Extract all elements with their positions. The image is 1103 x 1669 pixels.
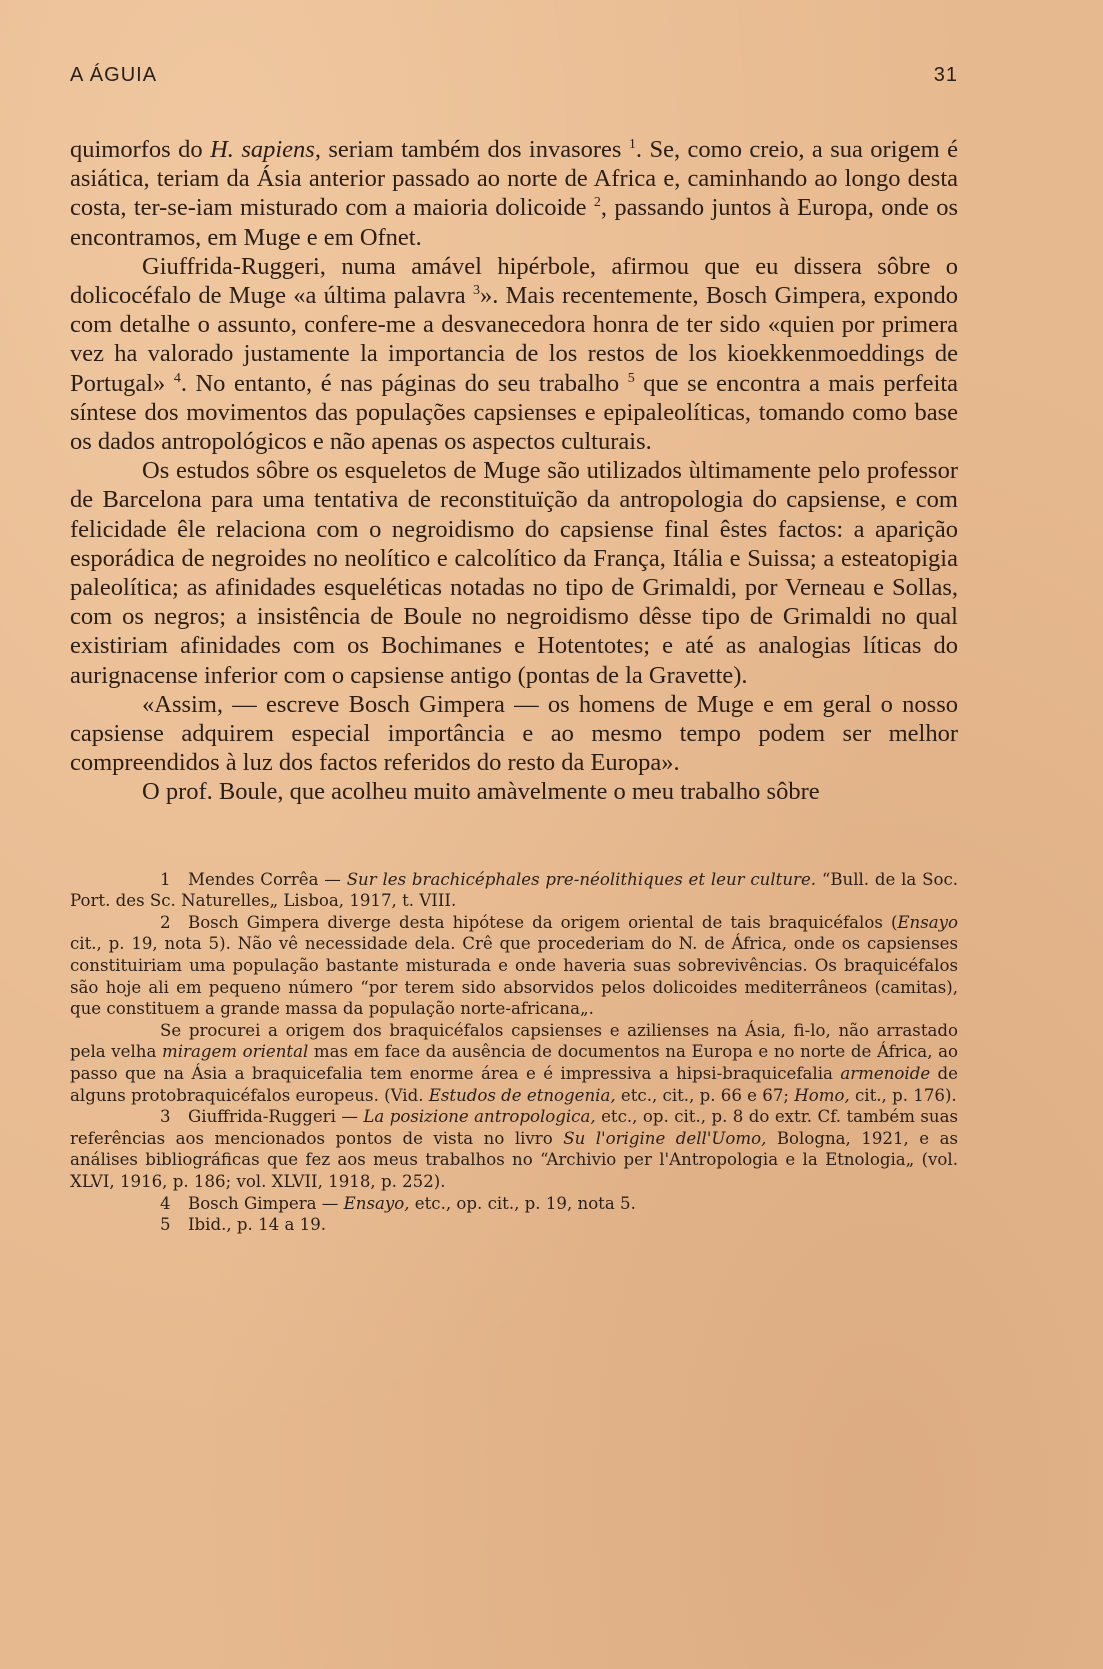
text-run: etc., op. cit., p. 8 do extr. Cf. também suas referências aos mencionados pontos de vista no livro [70,1107,959,1148]
footnote-number: 3 [160,1107,171,1127]
paragraph-4: «Assim, — escreve Bosch Gimpera — os homens de Muge e em geral o nosso capsiense adquirem especial importância e ao mesmo tempo podem ser melhor compreendidos à luz dos factos referidos do resto da Europa». [70,690,958,777]
footnote-number: 5 [160,1215,171,1235]
footnote-number: 1 [160,869,171,889]
text-run: Bosch Gimpera diverge desta hipótese da origem oriental de tais braquicéfalos ( [188,912,898,932]
footnote-3 [70,1106,958,1192]
body-text [70,135,958,807]
text-run: . No entanto, é nas páginas do seu trabalho [180,369,628,397]
italic-run: Homo, [794,1085,850,1105]
italic-run: Estudos de etnogenia, [428,1085,616,1105]
page-number: 31 [933,64,958,86]
footnote-2-continued [70,1020,958,1106]
paragraph-3: Os estudos sôbre os esqueletos de Muge são utilizados ùltimamente pelo professor de Barcelona para uma tentativa de reconstituïção da antropologia do capsiense, e com felicidade êle relaciona com o negroidismo do capsiense final êstes factos: a aparição esporádica de negroides no neolítico e calcolítico da França, Itália e Suissa; a esteatopigia paleolítica; as afinidades esqueléticas notadas no tipo de Grimaldi, por Verneau e Sollas, com os negros; a insistência de Boule no negroidismo dêsse tipo de Grimaldi no qual existiriam afinidades com os Bochimanes e Hotentotes; e até as analogias líticas do aurignacense inferior com o capsiense antigo (pontas de la Gravette). [70,457,958,689]
text-run: Giuffrida-Ruggeri, numa amável hipérbole, afirmou que eu dissera sôbre o dolicocéfalo de Muge «a última palavra [70,252,958,310]
text-run: etc., op. cit., p. 19, nota 5. [409,1193,636,1213]
running-head [70,64,958,87]
footnote-2 [70,912,958,1020]
journal-title: A ÁGUIA [70,64,158,86]
italic-run: Ensayo [897,912,958,932]
text-run: Se procurei a origem dos braquicéfalos capsienses e azilienses na Ásia, fi-lo, não arrastado pela velha [70,1020,958,1062]
footnote-5 [70,1214,958,1236]
text-run: ». Mais recentemente, Bosch Gimpera, expondo com detalhe o assunto, confere-me a desvanecedora honra de ter sido «quien por primera vez ha valorado justamente la importancia de los restos de los kioekkenmoeddings de Portugal» [70,282,958,397]
text-run: cit., p. 19, nota 5). Não vê necessidade dela. Crê que procederiam do N. de África, onde os capsienses constituiriam uma população bastante misturada e onde haveria suas sobrevivências. Os braquicéfalos são hoje ali em pequeno número “por terem sido absorvidos pelos dolicoides mediterrâneos (camitas), que constituem a grande massa da população norte-africana„. [70,934,958,1019]
footnote-ref: 2 [593,195,601,211]
paragraph-1 [70,135,958,252]
text-run: Mendes Corrêa — [188,869,347,889]
footnote-4 [70,1193,958,1215]
text-run: . Se, como creio, a sua origem é asiática, teriam da Ásia anterior passado ao norte de Africa e, caminhando ao longo desta costa, ter-se-iam misturado com a maioria dolicoide [70,136,958,222]
footnote-1 [70,869,958,912]
text-run: cit., p. 176). [849,1085,957,1105]
text-run: mas em face da ausência de documentos na Europa e no norte de África, ao passo que na Ásia a braquicefalia tem enorme área e é impressiva a hipsi-braquicefalia [70,1042,958,1084]
footnote-ref: 4 [173,370,181,386]
paragraph-2 [70,252,958,456]
text-run: que se encontra a mais perfeita síntese dos movimentos das populações capsienses e epipaleolíticas, tomando como base os dados antropológicos e não apenas os aspectos culturais. [70,369,959,456]
paragraph-5: O prof. Boule, que acolheu muito amàvelmente o meu trabalho sôbre [142,778,820,806]
text-run: seriam também dos invasores [320,136,629,163]
text-run: Giuffrida-Ruggeri — [188,1107,364,1127]
footnote-ref: 5 [627,370,635,386]
text-run: de alguns protobraquicéfalos europeus. (Vid. [70,1064,958,1105]
italic-run: Su l'origine dell'Uomo, [563,1128,767,1148]
italic-run: La posizione antropologica, [363,1107,596,1127]
footnote-ref: 1 [628,136,636,152]
text-run: , passando juntos à Europa, onde os encontramos, em Muge e em Ofnet. [70,194,958,251]
text-run: quimorfos do [70,136,211,163]
italic-run: miragem oriental [162,1042,309,1062]
text-run: Bologna, 1921, e as análises bibliográficas que fez aos meus trabalhos no “Archivio per l'Antropologia e la Etnologia„ (vol. XLVI, 1916, p. 186; vol. XLVII, 1918, p. 252). [70,1128,958,1191]
text-run: Bosch Gimpera — [188,1193,344,1213]
italic-run: H. sapiens, [210,136,321,163]
italic-run: Ensayo, [343,1193,410,1213]
italic-run: Sur les brachicéphales pre-néolithiques et leur culture. [346,869,817,889]
footnote-number: 2 [160,912,171,932]
footnote-ref: 3 [472,282,480,298]
text-run: etc., cit., p. 66 e 67; [615,1085,795,1105]
footnotes [70,869,958,1236]
page [70,64,958,1236]
text-run: “Bull. de la Soc. Port. des Sc. Naturelles„ Lisboa, 1917, t. VIII. [70,869,959,911]
italic-run: armenoide [840,1064,931,1084]
text-run: Ibid., p. 14 a 19. [188,1215,327,1235]
footnote-number: 4 [160,1193,171,1213]
